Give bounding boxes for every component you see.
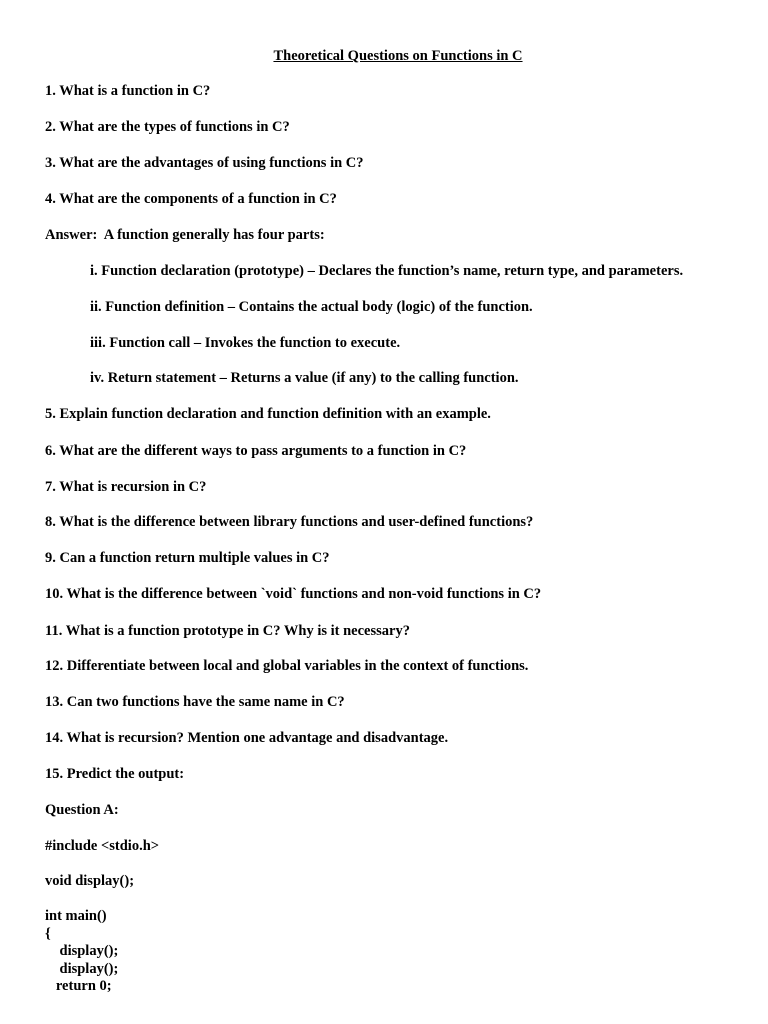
question-6: 6. What are the different ways to pass arguments to a function in C? — [45, 443, 467, 459]
code-prototype: void display(); — [45, 873, 135, 889]
question-4: 4. What are the components of a function in C? — [45, 191, 337, 207]
code-line: { — [45, 925, 51, 942]
question-a-label: Question A: — [45, 802, 119, 818]
question-11: 11. What is a function prototype in C? Why is it necessary? — [45, 623, 410, 639]
code-include: #include <stdio.h> — [45, 838, 160, 854]
answer-intro: Answer: A function generally has four parts: — [45, 227, 325, 243]
answer-part-3: iii. Function call – Invokes the function to execute. — [90, 335, 401, 351]
question-7: 7. What is recursion in C? — [45, 479, 207, 495]
question-2: 2. What are the types of functions in C? — [45, 119, 290, 135]
question-14: 14. What is recursion? Mention one advantage and disadvantage. — [45, 730, 449, 746]
question-9: 9. Can a function return multiple values in C? — [45, 550, 330, 566]
question-5: 5. Explain function declaration and function definition with an example. — [45, 406, 491, 422]
document-title: Theoretical Questions on Functions in C — [273, 48, 523, 64]
question-13: 13. Can two functions have the same name in C? — [45, 694, 345, 710]
question-12: 12. Differentiate between local and global variables in the context of functions. — [45, 658, 529, 674]
code-line: display(); — [45, 960, 119, 977]
question-15: 15. Predict the output: — [45, 766, 185, 782]
answer-part-2: ii. Function definition – Contains the actual body (logic) of the function. — [90, 299, 533, 315]
question-3: 3. What are the advantages of using functions in C? — [45, 155, 364, 171]
code-line: return 0; — [45, 978, 112, 994]
answer-part-4: iv. Return statement – Returns a value (if any) to the calling function. — [90, 370, 519, 386]
code-line: int main() — [45, 908, 107, 924]
question-1: 1. What is a function in C? — [45, 83, 211, 99]
code-line: display(); — [45, 943, 119, 959]
answer-part-1: i. Function declaration (prototype) – Declares the function’s name, return type, and parameters. — [90, 263, 684, 279]
code-block-main — [45, 908, 118, 996]
question-10: 10. What is the difference between `void` functions and non-void functions in C? — [45, 586, 542, 602]
question-8: 8. What is the difference between library functions and user-defined functions? — [45, 514, 534, 530]
